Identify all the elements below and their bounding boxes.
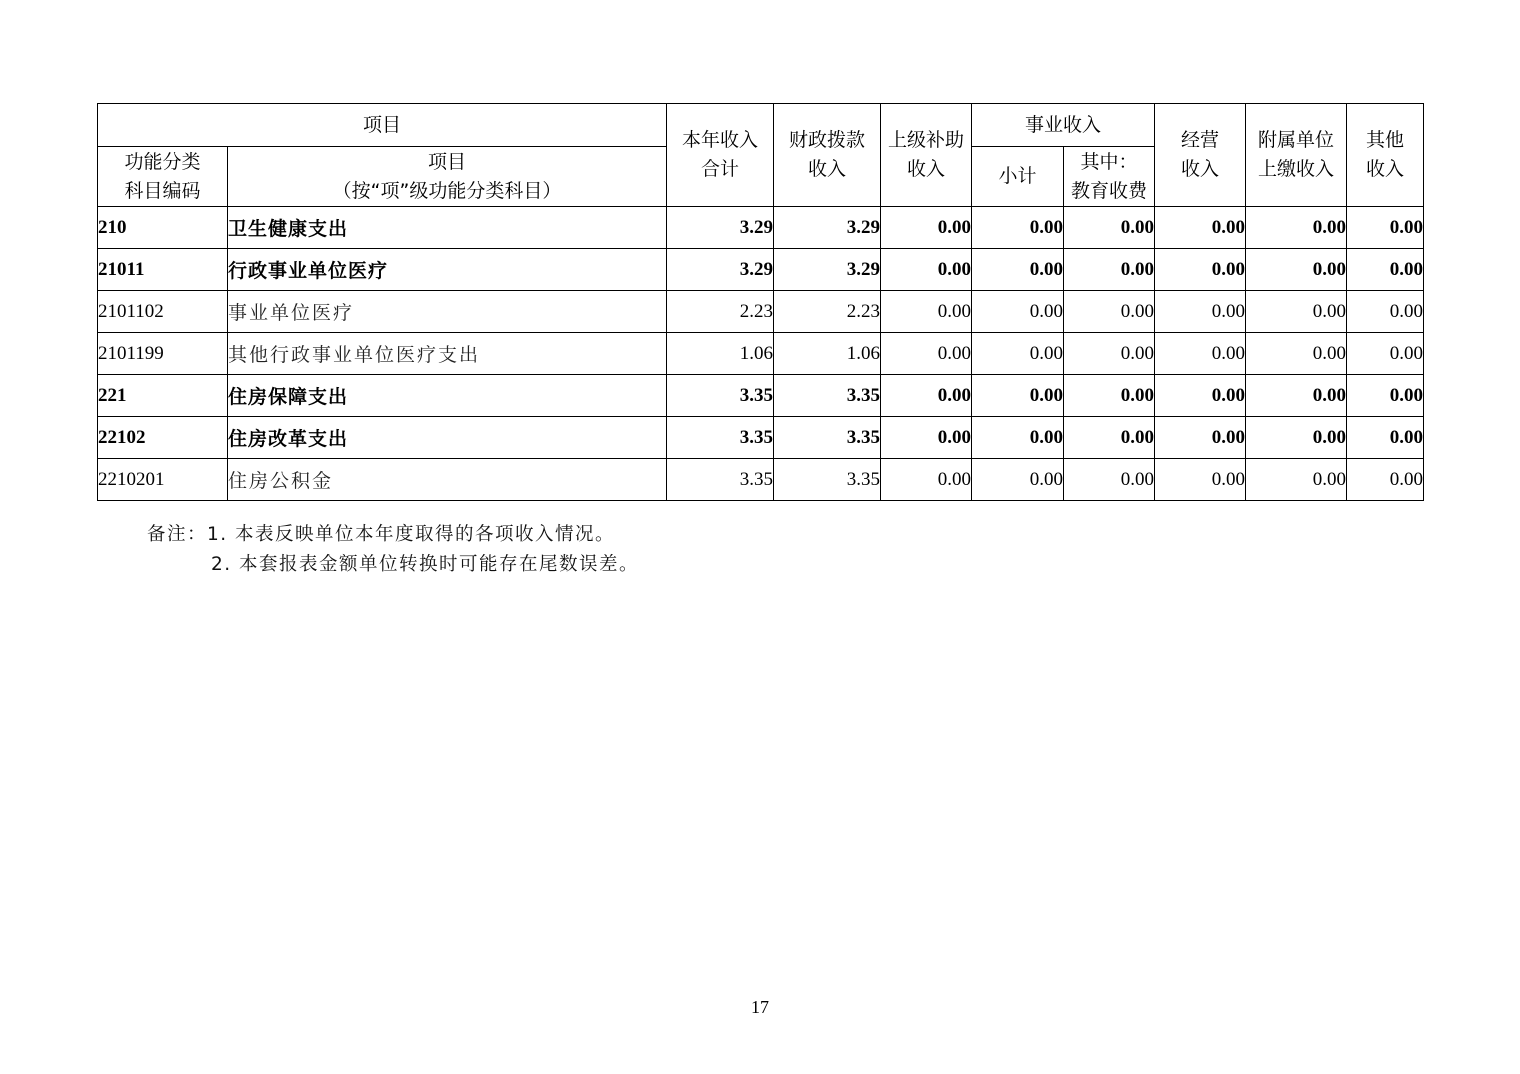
header-total: 本年收入 合计 [667,104,774,207]
row-value: 0.00 [1064,333,1155,375]
row-value: 0.00 [1347,207,1424,249]
header-subtotal: 小计 [972,147,1064,207]
row-value: 0.00 [1064,459,1155,501]
row-value: 2.23 [667,291,774,333]
row-value: 3.29 [774,249,881,291]
row-name: 行政事业单位医疗 [228,249,667,291]
row-value: 0.00 [881,375,972,417]
row-value: 0.00 [972,207,1064,249]
notes [147,520,639,580]
table-row [98,417,1424,459]
header-superior: 上级补助 收入 [881,104,972,207]
row-name: 卫生健康支出 [228,207,667,249]
row-code: 210 [98,207,228,249]
row-value: 3.29 [774,207,881,249]
header-other: 其他 收入 [1347,104,1424,207]
row-value: 0.00 [881,417,972,459]
row-value: 0.00 [881,207,972,249]
table-row [98,333,1424,375]
row-value: 3.29 [667,207,774,249]
row-value: 3.29 [667,249,774,291]
row-value: 0.00 [1155,375,1246,417]
row-value: 0.00 [1155,333,1246,375]
row-value: 0.00 [881,333,972,375]
row-value: 0.00 [1064,417,1155,459]
row-name: 住房公积金 [228,459,667,501]
row-code: 22102 [98,417,228,459]
row-value: 0.00 [881,249,972,291]
row-value: 0.00 [1246,291,1347,333]
row-code: 2101199 [98,333,228,375]
notes-line1: 1. 本表反映单位本年度取得的各项收入情况。 [207,524,616,545]
row-value: 0.00 [1155,207,1246,249]
row-value: 0.00 [1347,375,1424,417]
table-row [98,249,1424,291]
row-value: 0.00 [972,249,1064,291]
row-value: 0.00 [1064,291,1155,333]
header-career: 事业收入 [972,104,1155,147]
row-value: 0.00 [972,459,1064,501]
row-value: 0.00 [1246,333,1347,375]
row-value: 0.00 [881,291,972,333]
row-value: 0.00 [1246,459,1347,501]
header-fiscal: 财政拨款 收入 [774,104,881,207]
row-value: 0.00 [1246,417,1347,459]
row-code: 21011 [98,249,228,291]
notes-line2: 2. 本套报表金额单位转换时可能存在尾数误差。 [211,554,640,575]
row-name: 住房保障支出 [228,375,667,417]
row-value: 3.35 [774,375,881,417]
row-value: 3.35 [774,417,881,459]
row-value: 1.06 [667,333,774,375]
row-value: 0.00 [881,459,972,501]
row-value: 0.00 [1064,207,1155,249]
income-table [97,103,1424,501]
row-code: 2101102 [98,291,228,333]
row-value: 0.00 [1347,333,1424,375]
header-operate: 经营 收入 [1155,104,1246,207]
row-value: 0.00 [1155,459,1246,501]
row-code: 221 [98,375,228,417]
row-name: 其他行政事业单位医疗支出 [228,333,667,375]
header-item: 项目 （按“项”级功能分类科目） [228,147,667,207]
table-row [98,375,1424,417]
row-value: 0.00 [1064,249,1155,291]
row-value: 0.00 [1155,291,1246,333]
header-affiliate: 附属单位 上缴收入 [1246,104,1347,207]
row-value: 2.23 [774,291,881,333]
row-value: 0.00 [972,375,1064,417]
row-value: 3.35 [667,417,774,459]
table-row [98,291,1424,333]
row-code: 2210201 [98,459,228,501]
row-value: 0.00 [1155,249,1246,291]
header-edu: 其中： 教育收费 [1064,147,1155,207]
row-value: 0.00 [1246,249,1347,291]
row-value: 0.00 [1347,417,1424,459]
row-value: 0.00 [1347,459,1424,501]
table-row [98,459,1424,501]
row-name: 事业单位医疗 [228,291,667,333]
row-value: 1.06 [774,333,881,375]
row-value: 3.35 [774,459,881,501]
row-value: 0.00 [1246,375,1347,417]
row-value: 0.00 [1347,291,1424,333]
row-name: 住房改革支出 [228,417,667,459]
row-value: 0.00 [1155,417,1246,459]
row-value: 0.00 [972,417,1064,459]
page-number: 17 [751,997,769,1017]
table-body [98,207,1424,501]
table-row [98,207,1424,249]
row-value: 0.00 [972,333,1064,375]
row-value: 3.35 [667,375,774,417]
header-project: 项目 [98,104,667,147]
row-value: 3.35 [667,459,774,501]
header-func-code: 功能分类 科目编码 [98,147,228,207]
row-value: 0.00 [1064,375,1155,417]
row-value: 0.00 [972,291,1064,333]
row-value: 0.00 [1246,207,1347,249]
row-value: 0.00 [1347,249,1424,291]
notes-label: 备注： [147,524,208,545]
